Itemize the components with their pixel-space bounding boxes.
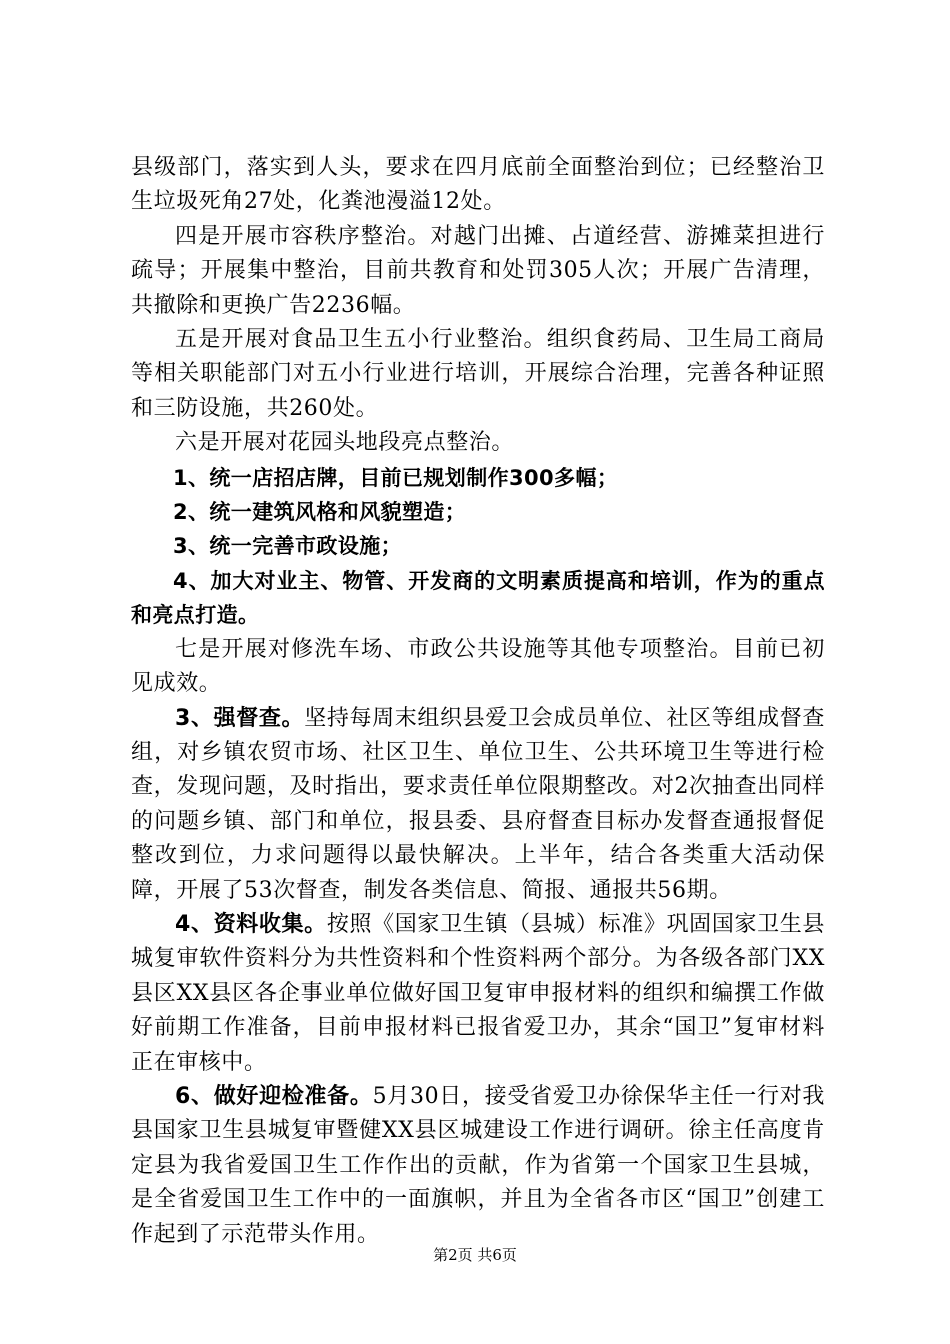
paragraph-continuation: 县级部门，落实到人头，要求在四月底前全面整治到位；已经整治卫生垃圾死角27处，化粪池漫溢12处。: [131, 155, 825, 215]
list-item-3: 3、统一完善市政设施；: [173, 534, 403, 559]
document-body: [131, 151, 825, 1252]
section-heading-inspection: 6、做好迎检准备。: [175, 1083, 373, 1109]
list-item-4: 4、加大对业主、物管、开发商的文明素质提高和培训，作为的重点和亮点打造。: [131, 568, 825, 628]
list-item-1: 1、统一店招店牌，目前已规划制作300多幅；: [173, 465, 619, 490]
paragraph-item-7: 七是开展对修洗车场、市政公共设施等其他专项整治。目前已初见成效。: [131, 636, 825, 697]
paragraph-item-4: 四是开展市容秩序整治。对越门出摊、占道经营、游摊菜担进行疏导；开展集中整治，目前共教育和处罚305人次；开展广告清理，共撤除和更换广告2236幅。: [131, 223, 825, 318]
paragraph-item-6: 六是开展对花园头地段亮点整治。: [175, 430, 515, 456]
section-body-inspection: 5月30日，接受省爱卫办徐保华主任一行对我县国家卫生县城复审暨健XX县区城建设工作进行调研。徐主任高度肯定县为我省爱国卫生工作作出的贡献，作为省第一个国家卫生县城，是全省爱国卫生工作中的一面旗帜，并且为全省各市区“国卫”创建工作起到了示范带头作用。: [131, 1083, 825, 1247]
list-item-2: 2、统一建筑风格和风貌塑造；: [173, 500, 467, 525]
section-inspection: [131, 1080, 825, 1252]
section-supervision: [131, 702, 825, 908]
section-materials: [131, 908, 825, 1080]
section-heading-supervision: 3、强督查。: [175, 705, 305, 731]
section-heading-materials: 4、资料收集。: [175, 911, 327, 937]
section-body-supervision: 坚持每周末组织县爱卫会成员单位、社区等组成督查组，对乡镇农贸市场、社区卫生、单位卫生、公共环境卫生等进行检查，发现问题，及时指出，要求责任单位限期整改。对2次抽查出同样的问题乡镇、部门和单位，报县委、县府督查目标办发督查通报督促整改到位，力求问题得以最快解决。上半年，结合各类重大活动保障，开展了53次督查，制发各类信息、简报、通报共56期。: [131, 705, 825, 903]
page-footer: 第2页 共6页: [433, 1246, 517, 1264]
paragraph-item-5: 五是开展对食品卫生五小行业整治。组织食药局、卫生局工商局等相关职能部门对五小行业进行培训，开展综合治理，完善各种证照和三防设施，共260处。: [131, 327, 825, 421]
section-body-materials: 按照《国家卫生镇（县城）标准》巩固国家卫生县城复审软件资料分为共性资料和个性资料两个部分。为各级各部门XX县区XX县区各企事业单位做好国卫复审申报材料的组织和编撰工作做好前期工作准备，目前申报材料已报省爱卫办，其余“国卫”复审材料正在审核中。: [131, 911, 826, 1075]
